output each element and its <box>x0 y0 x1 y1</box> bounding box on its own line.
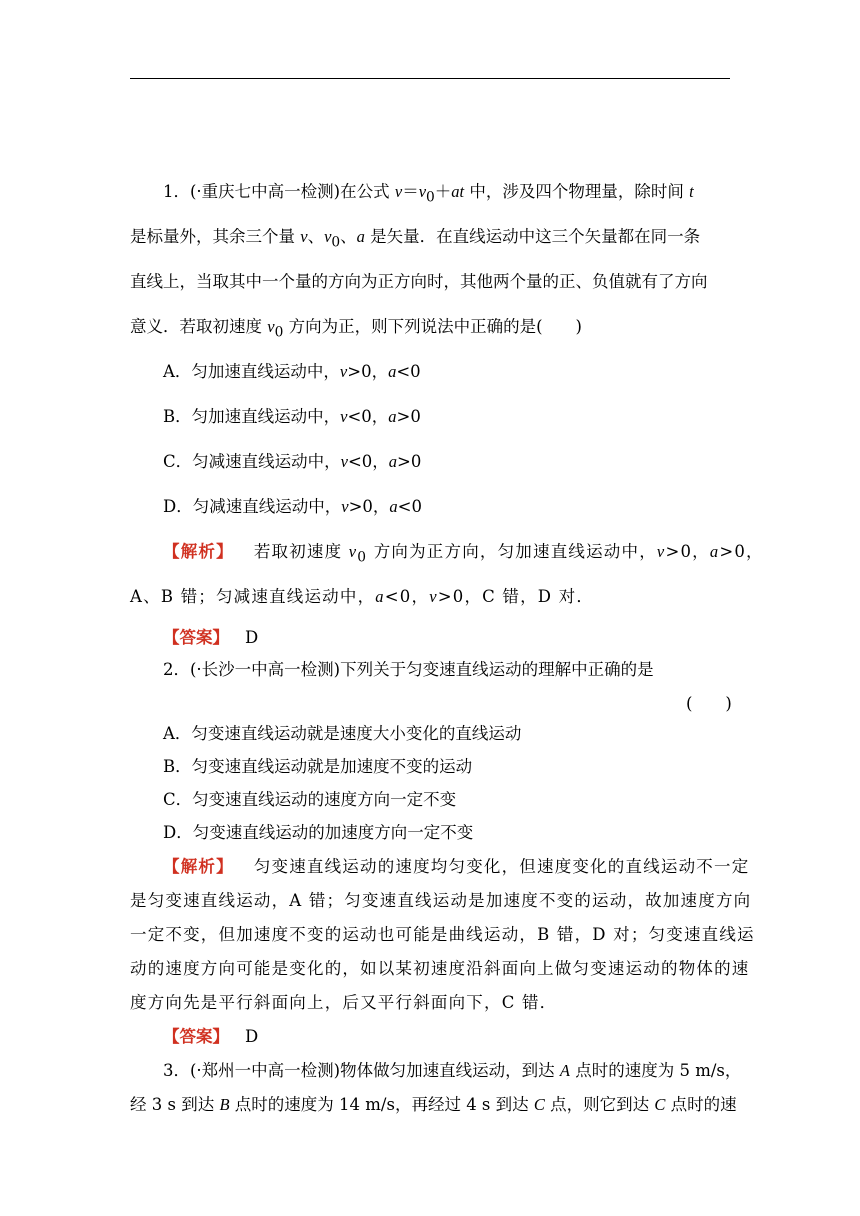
q3-line-2: 经 3 s 到达 B 点时的速度为 14 m/s，再经过 4 s 到达 C 点，则它到达 C 点时的速 <box>130 1095 737 1114</box>
analysis-tag: 【解析】 <box>163 857 234 876</box>
q1-option-d: D．匀减速直线运动中，v>0，a<0 <box>163 497 422 516</box>
q2-option-c: C．匀变速直线运动的速度方向一定不变 <box>163 790 457 809</box>
q2-analysis-line-5: 度方向先是平行斜面向上，后又平行斜面向下，C 错． <box>130 993 558 1012</box>
q2-option-b: B．匀变速直线运动就是加速度不变的运动 <box>163 757 473 776</box>
header-rule <box>130 78 730 79</box>
q2-analysis-line-1: 【解析】 匀变速直线运动的速度均匀变化，但速度变化的直线运动不一定 <box>163 857 750 876</box>
q2-answer: 【答案】 D <box>163 1027 259 1046</box>
q1-answer: 【答案】 D <box>163 628 259 647</box>
q1-analysis-line-1: 【解析】 若取初速度 $v_0$ 方向为正方向，匀加速直线运动中，v>0，a>0， <box>163 542 764 566</box>
q2-option-d: D．匀变速直线运动的加速度方向一定不变 <box>163 823 474 842</box>
q1-line-4: 意义．若取初速度 $v_0$ 方向为正，则下列说法中正确的是( ) <box>130 317 582 341</box>
q2-option-a: A．匀变速直线运动就是速度大小变化的直线运动 <box>163 724 522 743</box>
q2-stem: 2．(·长沙一中高一检测)下列关于匀变速直线运动的理解中正确的是 <box>163 660 654 679</box>
answer-tag: 【答案】 <box>163 1027 229 1046</box>
q1-option-b: B．匀加速直线运动中，v<0，a>0 <box>163 407 421 426</box>
q1-analysis-line-2: A、B 错；匀减速直线运动中，a<0，v>0，C 错，D 对． <box>130 587 595 606</box>
answer-tag: 【答案】 <box>163 628 229 647</box>
q2-analysis-line-4: 动的速度方向可能是变化的，如以某初速度沿斜面向上做匀变速运动的物体的速 <box>130 959 750 978</box>
q2-analysis-line-3: 一定不变，但加速度不变的运动也可能是曲线运动，B 错，D 对；匀变速直线运 <box>130 925 755 944</box>
q1-line-3: 直线上，当取其中一个量的方向为正方向时，其他两个量的正、负值就有了方向 <box>130 272 708 291</box>
q3-line-1: 3．(·郑州一中高一检测)物体做匀加速直线运动，到达 A 点时的速度为 5 m/s， <box>163 1061 742 1080</box>
q2-answer-paren: ( ) <box>686 694 732 713</box>
q1-line-1: 1．(·重庆七中高一检测)在公式 $v=v_0+at$ 中，涉及四个物理量，除时间 t <box>163 182 694 206</box>
q1-option-a: A．匀加速直线运动中，v>0，a<0 <box>163 362 421 381</box>
q2-analysis-line-2: 是匀变速直线运动，A 错；匀变速直线运动是加速度不变的运动，故加速度方向 <box>130 891 752 910</box>
q1-line-2: 是标量外，其余三个量 v、$v_0$、a 是矢量．在直线运动中这三个矢量都在同一条 <box>130 227 701 251</box>
analysis-tag: 【解析】 <box>163 542 234 561</box>
q1-option-c: C．匀减速直线运动中，v<0，a>0 <box>163 452 422 471</box>
